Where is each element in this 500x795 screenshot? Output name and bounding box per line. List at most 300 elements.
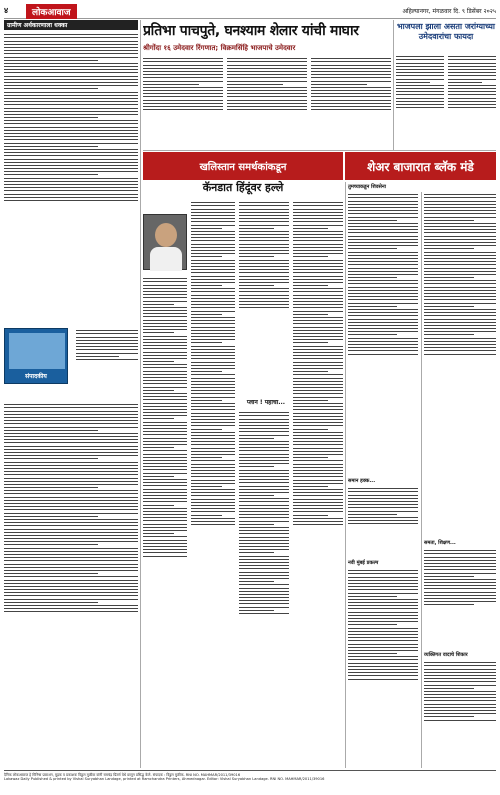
text-line <box>143 367 187 368</box>
masthead <box>4 3 496 19</box>
text-line <box>424 287 496 288</box>
text-line <box>191 362 235 363</box>
text-line <box>348 299 418 300</box>
text-line <box>348 599 418 600</box>
text-line <box>348 488 418 489</box>
sampadakiya-photo <box>4 328 68 384</box>
mid-col-3b <box>239 410 289 764</box>
text-line <box>191 406 235 407</box>
text-line <box>396 69 444 70</box>
portrait-photo <box>143 214 187 270</box>
text-line <box>143 87 223 88</box>
text-line <box>227 87 307 88</box>
text-line <box>143 498 187 499</box>
column-rule <box>421 192 422 768</box>
text-line <box>293 480 343 481</box>
text-line <box>4 462 138 463</box>
text-line <box>191 212 235 213</box>
text-line <box>424 694 496 695</box>
text-line <box>4 554 138 555</box>
text-line <box>191 276 235 277</box>
text-line <box>239 613 289 614</box>
text-line <box>143 514 187 515</box>
text-line <box>396 91 444 92</box>
text-line <box>4 608 138 609</box>
text-line <box>293 511 343 512</box>
mid-col-1 <box>143 276 187 764</box>
text-line <box>293 346 343 347</box>
text-line <box>348 277 397 278</box>
text-line <box>4 560 138 561</box>
text-line <box>348 523 418 524</box>
text-line <box>4 57 138 58</box>
text-line <box>348 252 418 253</box>
text-line <box>293 282 343 283</box>
row-rule <box>143 150 496 151</box>
text-line <box>143 476 174 477</box>
text-line <box>424 197 496 198</box>
text-line <box>239 256 274 257</box>
text-line <box>424 299 496 300</box>
text-line <box>311 65 391 66</box>
text-line <box>396 59 444 60</box>
text-line <box>348 331 418 332</box>
text-line <box>4 538 138 539</box>
text-line <box>348 511 418 512</box>
text-line <box>311 109 391 110</box>
text-line <box>424 322 496 323</box>
text-line <box>191 381 235 382</box>
text-line <box>191 301 235 302</box>
text-line <box>4 120 138 121</box>
left-article-body-lower <box>4 402 138 615</box>
text-line <box>4 525 138 526</box>
text-line <box>293 272 343 273</box>
text-line <box>143 428 187 429</box>
text-line <box>348 650 418 651</box>
text-line <box>293 244 343 245</box>
text-line <box>143 355 187 356</box>
text-line <box>239 543 289 544</box>
text-line <box>239 540 289 541</box>
text-line <box>239 588 289 589</box>
text-line <box>4 53 138 54</box>
text-line <box>448 101 496 102</box>
text-line <box>293 502 343 503</box>
text-line <box>143 109 223 110</box>
text-line <box>348 204 418 205</box>
text-line <box>239 533 289 534</box>
text-line <box>4 159 138 160</box>
text-line <box>4 599 138 600</box>
text-line <box>293 333 343 334</box>
text-line <box>424 226 496 227</box>
text-line <box>293 425 343 426</box>
text-line <box>4 465 138 466</box>
text-line <box>293 371 328 372</box>
text-line <box>239 247 289 248</box>
text-line <box>424 350 496 351</box>
text-line <box>4 516 98 517</box>
text-line <box>239 205 289 206</box>
text-line <box>348 201 418 202</box>
text-line <box>4 63 138 64</box>
text-line <box>4 82 138 83</box>
text-line <box>311 71 391 72</box>
text-line <box>424 579 496 580</box>
text-line <box>4 95 138 96</box>
text-line <box>293 330 343 331</box>
text-line <box>348 328 418 329</box>
text-line <box>191 346 235 347</box>
text-line <box>293 276 343 277</box>
top-col-3 <box>311 56 391 148</box>
text-line <box>191 483 235 484</box>
text-line <box>293 291 343 292</box>
text-line <box>143 489 187 490</box>
text-line <box>239 498 289 499</box>
left-article-body-wrap <box>76 328 138 362</box>
text-line <box>293 314 328 315</box>
text-line <box>424 312 496 313</box>
text-line <box>143 403 187 404</box>
text-line <box>348 637 418 638</box>
text-line <box>143 431 187 432</box>
text-line <box>4 449 138 450</box>
text-line <box>239 253 289 254</box>
text-line <box>424 347 496 348</box>
text-line <box>4 152 138 153</box>
text-line <box>143 469 187 470</box>
text-line <box>293 476 343 477</box>
text-line <box>4 130 138 131</box>
text-line <box>424 239 496 240</box>
text-line <box>239 272 289 273</box>
text-line <box>227 68 307 69</box>
text-line <box>396 94 444 95</box>
text-line <box>4 76 138 77</box>
text-line <box>239 435 289 436</box>
text-line <box>348 255 418 256</box>
text-line <box>448 107 496 108</box>
text-line <box>143 68 223 69</box>
text-line <box>424 338 496 339</box>
text-line <box>424 688 474 689</box>
text-line <box>293 339 343 340</box>
subhead-g: व्यक्तिगत वादाचे शिकार <box>424 652 468 658</box>
text-line <box>348 605 418 606</box>
text-line <box>143 438 187 439</box>
text-line <box>239 244 289 245</box>
text-line <box>191 467 235 468</box>
text-line <box>311 58 391 59</box>
text-line <box>348 341 418 342</box>
text-line <box>239 291 289 292</box>
text-line <box>239 581 274 582</box>
text-line <box>348 589 418 590</box>
text-line <box>448 59 496 60</box>
text-line <box>4 162 138 163</box>
text-line <box>293 221 343 222</box>
text-line <box>191 368 235 369</box>
left-article-body <box>4 32 138 203</box>
text-line <box>293 295 343 296</box>
text-line <box>4 411 138 412</box>
text-line <box>191 288 235 289</box>
text-line <box>239 460 289 461</box>
text-line <box>4 567 138 568</box>
text-line <box>191 342 222 343</box>
text-line <box>396 66 444 67</box>
text-line <box>4 98 138 99</box>
text-line <box>448 85 496 86</box>
text-line <box>4 487 98 488</box>
text-line <box>4 404 138 405</box>
text-line <box>143 482 187 483</box>
text-line <box>4 468 138 469</box>
text-line <box>424 223 496 224</box>
text-line <box>239 556 289 557</box>
text-line <box>348 580 418 581</box>
text-line <box>143 371 187 372</box>
text-line <box>348 679 418 680</box>
text-line <box>143 71 223 72</box>
text-line <box>311 77 391 78</box>
text-line <box>293 218 343 219</box>
text-line <box>293 304 343 305</box>
text-line <box>348 507 418 508</box>
text-line <box>348 210 418 211</box>
text-line <box>348 287 418 288</box>
text-line <box>424 713 496 714</box>
text-line <box>143 505 174 506</box>
text-line <box>239 565 289 566</box>
text-line <box>143 549 187 550</box>
text-line <box>348 602 418 603</box>
text-line <box>143 418 174 419</box>
text-line <box>424 201 496 202</box>
text-line <box>76 330 138 331</box>
text-line <box>191 457 222 458</box>
text-line <box>191 225 235 226</box>
text-line <box>424 588 496 589</box>
text-line <box>348 495 418 496</box>
text-line <box>239 591 289 592</box>
text-line <box>348 303 418 304</box>
text-line <box>293 228 328 229</box>
text-line <box>4 200 138 201</box>
text-line <box>239 447 289 448</box>
text-line <box>424 204 496 205</box>
text-line <box>76 343 138 344</box>
text-line <box>448 69 496 70</box>
text-line <box>191 473 235 474</box>
text-line <box>143 530 187 531</box>
text-line <box>4 44 138 45</box>
text-line <box>239 559 289 560</box>
text-line <box>424 293 496 294</box>
text-line <box>293 336 343 337</box>
text-line <box>424 245 496 246</box>
text-line <box>424 264 496 265</box>
text-line <box>143 374 187 375</box>
text-line <box>191 444 235 445</box>
text-line <box>396 82 430 83</box>
text-line <box>293 524 343 525</box>
text-line <box>239 202 289 203</box>
text-line <box>191 508 235 509</box>
text-line <box>191 454 235 455</box>
banner-right: शेअर बाजारात ब्लॅक मंडे <box>343 152 496 180</box>
text-line <box>143 422 187 423</box>
text-line <box>424 236 496 237</box>
text-line <box>424 669 496 670</box>
photo-image <box>9 333 65 369</box>
text-line <box>348 573 418 574</box>
text-line <box>448 79 496 80</box>
text-line <box>191 349 235 350</box>
text-line <box>239 295 289 296</box>
column-rule <box>393 20 394 150</box>
text-line <box>293 403 343 404</box>
text-line <box>227 61 307 62</box>
text-line <box>191 451 235 452</box>
text-line <box>191 314 222 315</box>
text-line <box>191 460 235 461</box>
text-line <box>143 345 187 346</box>
text-line <box>191 355 235 356</box>
text-line <box>293 256 328 257</box>
text-line <box>143 511 187 512</box>
text-line <box>191 298 235 299</box>
text-line <box>4 551 138 552</box>
text-line <box>4 101 138 102</box>
text-line <box>4 570 138 571</box>
text-line <box>424 700 496 701</box>
text-line <box>348 344 418 345</box>
callout-text: प्लान ! पहाचा... <box>246 399 286 406</box>
text-line <box>424 566 496 567</box>
text-line <box>4 529 138 530</box>
text-line <box>4 168 138 169</box>
text-line <box>293 349 343 350</box>
text-line <box>191 495 235 496</box>
text-line <box>348 283 418 284</box>
text-line <box>424 344 496 345</box>
text-line <box>191 480 235 481</box>
text-line <box>191 464 235 465</box>
text-line <box>239 476 289 477</box>
text-line <box>4 92 138 93</box>
text-line <box>4 165 138 166</box>
text-line <box>143 380 187 381</box>
text-line <box>191 441 235 442</box>
text-line <box>448 66 496 67</box>
text-line <box>4 589 138 590</box>
text-line <box>293 250 343 251</box>
text-line <box>143 352 187 353</box>
text-line <box>424 354 496 355</box>
text-line <box>143 447 174 448</box>
text-line <box>311 84 367 85</box>
text-line <box>424 334 474 335</box>
text-line <box>143 316 187 317</box>
text-line <box>227 100 307 101</box>
text-line <box>239 575 289 576</box>
text-line <box>293 253 343 254</box>
text-line <box>4 532 138 533</box>
text-line <box>348 647 418 648</box>
text-line <box>191 333 235 334</box>
text-line <box>348 325 418 326</box>
text-line <box>191 266 235 267</box>
text-line <box>348 675 418 676</box>
text-line <box>424 220 474 221</box>
text-line <box>311 90 391 91</box>
text-line <box>4 72 138 73</box>
text-line <box>293 247 343 248</box>
text-line <box>293 362 343 363</box>
text-line <box>239 479 289 480</box>
text-line <box>424 306 474 307</box>
text-line <box>191 371 222 372</box>
text-line <box>143 415 187 416</box>
text-line <box>191 307 235 308</box>
text-line <box>448 88 496 89</box>
text-line <box>4 493 138 494</box>
portrait-face <box>155 223 177 247</box>
text-line <box>76 337 138 338</box>
text-line <box>227 84 283 85</box>
text-line <box>239 492 289 493</box>
text-line <box>4 146 98 147</box>
top-col-4 <box>396 54 444 148</box>
text-line <box>191 499 235 500</box>
text-line <box>191 209 235 210</box>
text-line <box>239 549 289 550</box>
text-line <box>4 34 138 35</box>
text-line <box>191 400 222 401</box>
newspaper-logo: लोकआवाज <box>26 4 77 19</box>
text-line <box>4 544 98 545</box>
text-line <box>227 109 307 110</box>
text-line <box>191 486 222 487</box>
text-line <box>239 454 289 455</box>
text-line <box>4 190 138 191</box>
text-line <box>293 419 343 420</box>
text-line <box>239 505 289 506</box>
text-line <box>293 470 343 471</box>
text-line <box>424 678 496 679</box>
text-line <box>239 578 289 579</box>
text-line <box>293 323 343 324</box>
text-line <box>143 278 187 279</box>
text-line <box>424 672 496 673</box>
text-line <box>348 624 397 625</box>
text-line <box>293 489 343 490</box>
text-line <box>239 218 289 219</box>
text-line <box>143 533 174 534</box>
text-line <box>424 592 496 593</box>
text-line <box>348 245 418 246</box>
text-line <box>348 520 418 521</box>
text-line <box>191 253 235 254</box>
text-line <box>348 621 418 622</box>
text-line <box>191 505 235 506</box>
text-line <box>424 207 496 208</box>
text-line <box>348 194 418 195</box>
text-line <box>76 349 138 350</box>
